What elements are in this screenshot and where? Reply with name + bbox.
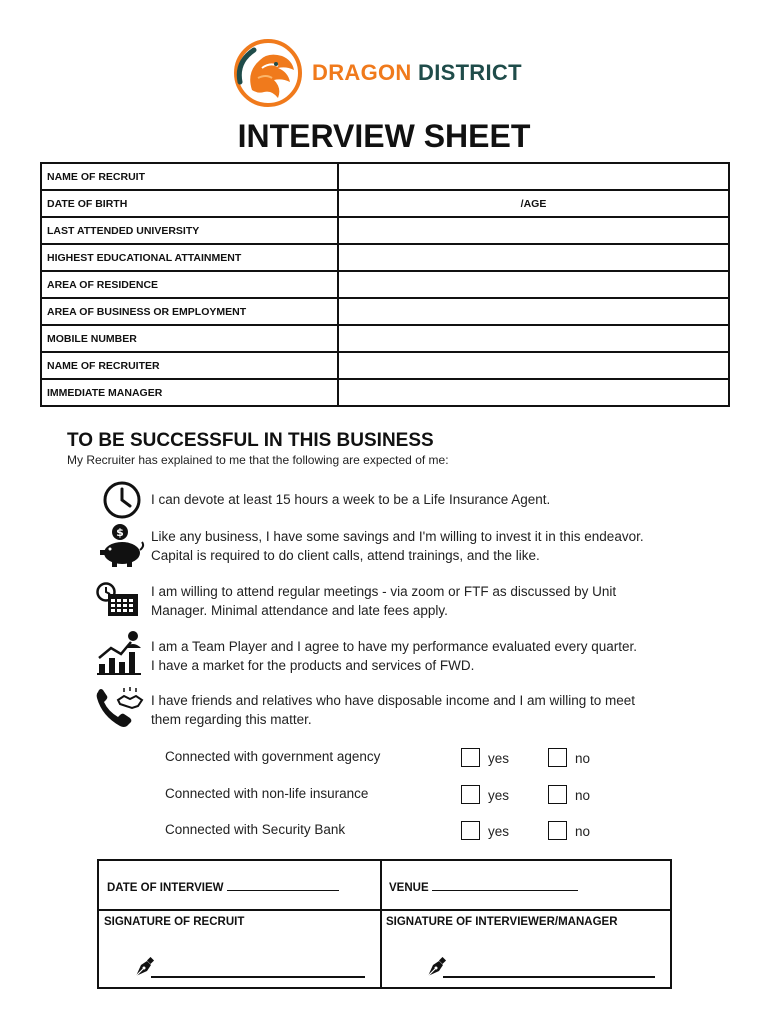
area-of-residence-field[interactable]: [338, 271, 729, 298]
row-label: LAST ATTENDED UNIVERSITY: [41, 217, 338, 244]
date-of-birth-field[interactable]: /AGE: [338, 190, 729, 217]
statement-item: [151, 638, 721, 675]
yes-label: yes: [488, 824, 510, 839]
non-life-no-checkbox[interactable]: [548, 785, 567, 804]
connection-label: Connected with government agency: [165, 749, 381, 764]
divider: [380, 861, 382, 987]
mobile-number-field[interactable]: [338, 325, 729, 352]
highest-educational-attainment-field[interactable]: [338, 244, 729, 271]
table-row: [41, 298, 729, 325]
statement-line: them regarding this matter.: [151, 711, 312, 727]
table-row: [41, 352, 729, 379]
government-no-checkbox[interactable]: [548, 748, 567, 767]
statement-line: I can devote at least 15 hours a week to be a Life Insurance Agent.: [151, 492, 551, 507]
row-label: DATE OF BIRTH: [41, 190, 338, 217]
area-of-business-field[interactable]: [338, 298, 729, 325]
yes-label: yes: [488, 751, 510, 766]
statement-line: I am willing to attend regular meetings - via zoom or FTF as discussed by Unit: [151, 584, 617, 599]
section-title: TO BE SUCCESSFUL IN THIS BUSINESS: [67, 430, 434, 451]
recruit-signature-label: SIGNATURE OF RECRUIT: [104, 916, 245, 928]
blank-line: [432, 880, 578, 891]
table-row: [41, 325, 729, 352]
brand-logo: [232, 38, 552, 108]
venue-label: VENUE: [389, 882, 429, 894]
divider: [99, 909, 670, 911]
dragon-logo-icon: [232, 38, 304, 108]
manager-signature-label: SIGNATURE OF INTERVIEWER/MANAGER: [386, 916, 618, 928]
brand-name-part2: DISTRICT: [418, 60, 522, 85]
row-label: AREA OF BUSINESS OR EMPLOYMENT: [41, 298, 338, 325]
statement-line: I am a Team Player and I agree to have my performance evaluated every quarter.: [151, 639, 638, 654]
statement-line: Like any business, I have some savings and I'm willing to invest it in this endeavor.: [151, 529, 644, 544]
table-row: [41, 244, 729, 271]
yes-label: yes: [488, 788, 510, 803]
statement-item: [151, 583, 721, 620]
statement-item: [151, 692, 721, 729]
name-of-recruiter-field[interactable]: [338, 352, 729, 379]
venue-field[interactable]: [389, 880, 578, 894]
table-row: [41, 271, 729, 298]
last-attended-university-field[interactable]: [338, 217, 729, 244]
clock-icon: [102, 480, 142, 520]
row-label: AREA OF RESIDENCE: [41, 271, 338, 298]
growth-chart-icon: [95, 628, 143, 676]
non-life-yes-checkbox[interactable]: [461, 785, 480, 804]
security-bank-yes-checkbox[interactable]: [461, 821, 480, 840]
row-label: IMMEDIATE MANAGER: [41, 379, 338, 406]
row-label: MOBILE NUMBER: [41, 325, 338, 352]
connection-label: Connected with non-life insurance: [165, 786, 369, 801]
name-of-recruit-field[interactable]: [338, 163, 729, 190]
statement-item: [151, 528, 721, 565]
immediate-manager-field[interactable]: [338, 379, 729, 406]
brand-name: [312, 60, 522, 86]
statement-item: [151, 491, 721, 510]
government-yes-checkbox[interactable]: [461, 748, 480, 767]
row-label: NAME OF RECRUITER: [41, 352, 338, 379]
date-of-interview-field[interactable]: [107, 880, 339, 894]
table-row: [41, 163, 729, 190]
no-label: no: [575, 824, 591, 839]
manager-signature-line[interactable]: [443, 976, 655, 978]
page-title: INTERVIEW SHEET: [237, 118, 531, 154]
table-row: [41, 190, 729, 217]
piggy-bank-icon: [96, 522, 146, 568]
connection-label: Connected with Security Bank: [165, 822, 346, 837]
statement-line: Capital is required to do client calls, attend trainings, and the like.: [151, 547, 540, 563]
row-label: HIGHEST EDUCATIONAL ATTAINMENT: [41, 244, 338, 271]
section-subtitle: My Recruiter has explained to me that the following are expected of me:: [67, 453, 449, 467]
no-label: no: [575, 788, 591, 803]
table-row: [41, 217, 729, 244]
statement-line: I have friends and relatives who have disposable income and I am willing to meet: [151, 693, 636, 708]
svg-text:$: $: [116, 526, 124, 539]
row-label: NAME OF RECRUIT: [41, 163, 338, 190]
signature-box: [97, 859, 672, 989]
security-bank-no-checkbox[interactable]: [548, 821, 567, 840]
table-row: [41, 379, 729, 406]
date-of-interview-label: DATE OF INTERVIEW: [107, 882, 224, 894]
blank-line: [227, 880, 339, 891]
recruit-info-table: [40, 162, 730, 407]
phone-handshake-icon: [94, 686, 144, 730]
statement-line: Manager. Minimal attendance and late fees apply.: [151, 602, 448, 618]
brand-name-part1: DRAGON: [312, 60, 412, 85]
no-label: no: [575, 751, 591, 766]
calendar-clock-icon: [96, 582, 140, 618]
statement-line: I have a market for the products and services of FWD.: [151, 657, 475, 673]
recruit-signature-line[interactable]: [151, 976, 365, 978]
